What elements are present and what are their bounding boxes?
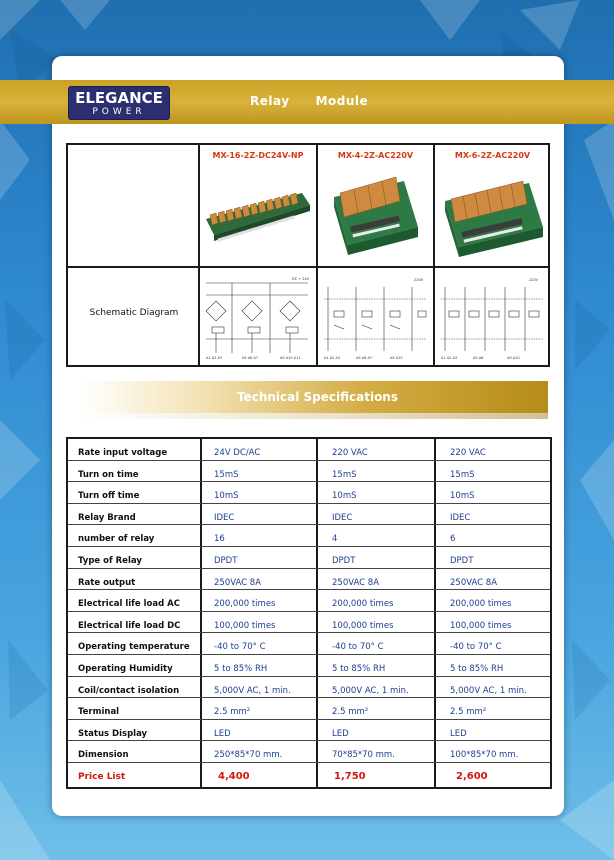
spec-label: Operating Humidity <box>78 664 173 674</box>
price-label: Price List <box>78 772 126 782</box>
spec-row <box>68 741 550 763</box>
spec-row <box>68 504 550 526</box>
spec-row <box>68 569 550 591</box>
spec-value: DPDT <box>450 556 474 566</box>
schematic-diagram-mx16 <box>202 273 312 361</box>
spec-row <box>68 655 550 677</box>
spec-row <box>68 698 550 720</box>
column-divider <box>316 145 318 365</box>
spec-value: 16 <box>214 534 225 545</box>
spec-value: 2.5 mm² <box>450 707 487 718</box>
column-divider <box>198 145 200 365</box>
spec-value: 10mS <box>332 491 357 502</box>
spec-label: Electrical life load AC <box>78 599 180 610</box>
spec-label: Type of Relay <box>78 556 142 566</box>
model-name-1: MX-16-2Z-DC24V-NP <box>212 151 304 160</box>
model-name-3: MX-6-2Z-AC220V <box>454 151 531 160</box>
spec-value: 15mS <box>332 469 357 480</box>
svg-text:DC + 24V: DC + 24V <box>292 277 310 281</box>
spec-value: 2.5 mm² <box>332 707 369 718</box>
spec-label: number of relay <box>78 534 155 545</box>
spec-value: -40 to 70° C <box>450 642 502 653</box>
spec-value: 24V DC/AC <box>214 448 261 458</box>
column-divider <box>433 145 435 365</box>
spec-value: 100,000 times <box>214 620 276 631</box>
spec-row <box>68 677 550 699</box>
product-photo-mx16 <box>202 175 312 245</box>
svg-text:A9 A10: A9 A10 <box>390 356 403 360</box>
spec-value: 100,000 times <box>450 620 512 631</box>
spec-value: 250VAC 8A <box>214 577 262 588</box>
spec-value: 5 to 85% RH <box>332 664 386 674</box>
spec-value: 10mS <box>214 491 239 502</box>
spec-value: LED <box>332 728 349 739</box>
spec-row <box>68 633 550 655</box>
spec-value: 5 to 85% RH <box>450 664 504 674</box>
svg-text:A5 A6 A7: A5 A6 A7 <box>356 356 373 360</box>
svg-text:A9 A10 A11: A9 A10 A11 <box>280 356 301 360</box>
spec-section-title: Technical Specifications <box>236 390 398 404</box>
spec-label: Relay Brand <box>78 512 136 523</box>
schematic-diagram-mx6 <box>437 273 548 361</box>
schematic-row-label: Schematic Diagram <box>89 308 179 318</box>
svg-text:A5 A6: A5 A6 <box>473 356 484 360</box>
svg-text:A1 A2 A3: A1 A2 A3 <box>441 356 458 360</box>
price-row <box>68 763 550 785</box>
spec-row <box>68 482 550 504</box>
spec-value: 15mS <box>214 469 239 480</box>
spec-label: Rate input voltage <box>78 448 168 458</box>
spec-row <box>68 590 550 612</box>
spec-value: 4 <box>332 534 338 545</box>
spec-label: Terminal <box>78 707 120 718</box>
spec-row <box>68 612 550 634</box>
spec-value: 5,000V AC, 1 min. <box>332 685 409 696</box>
spec-row <box>68 439 550 461</box>
spec-value: 100*85*70 mm. <box>450 750 519 761</box>
schematic-diagram-mx4 <box>320 273 431 361</box>
brand-logo <box>68 86 170 120</box>
product-table <box>66 143 550 367</box>
spec-label: Electrical life load DC <box>78 620 181 631</box>
spec-value: LED <box>214 728 231 739</box>
spec-row <box>68 720 550 742</box>
spec-value: LED <box>450 728 467 739</box>
spec-value: 200,000 times <box>450 599 512 610</box>
spec-value: 70*85*70 mm. <box>332 750 395 761</box>
spec-value: 200,000 times <box>214 599 276 610</box>
spec-label: Status Display <box>78 728 148 739</box>
spec-table <box>66 437 552 789</box>
spec-label: Rate output <box>78 577 136 588</box>
brand-subname: POWER <box>92 107 146 117</box>
spec-value: 2.5 mm² <box>214 707 251 718</box>
product-photo-mx6 <box>437 169 549 259</box>
spec-row <box>68 461 550 483</box>
spec-value: IDEC <box>332 512 353 523</box>
spec-section-banner-shadow <box>82 413 548 419</box>
price-value: 4,400 <box>218 771 250 782</box>
svg-text:A1 A2 A3: A1 A2 A3 <box>324 356 341 360</box>
spec-value: IDEC <box>214 512 235 523</box>
model-name-2: MX-4-2Z-AC220V <box>337 151 414 160</box>
spec-label: Turn off time <box>78 491 140 502</box>
product-photo-mx4 <box>320 167 430 259</box>
spec-value: DPDT <box>214 556 238 566</box>
spec-value: 5,000V AC, 1 min. <box>214 685 291 696</box>
price-value: 1,750 <box>334 771 366 782</box>
price-value: 2,600 <box>456 771 488 782</box>
spec-row <box>68 525 550 547</box>
spec-value: 5 to 85% RH <box>214 664 268 674</box>
spec-label: Dimension <box>78 750 129 761</box>
spec-value: 250*85*70 mm. <box>214 750 283 761</box>
spec-value: -40 to 70° C <box>214 642 266 653</box>
spec-label: Operating temperature <box>78 642 190 653</box>
page-title: Relay Module <box>250 94 369 108</box>
spec-label: Turn on time <box>78 469 139 480</box>
spec-value: 250VAC 8A <box>332 577 380 588</box>
spec-value: 250VAC 8A <box>450 577 498 588</box>
brand-name: ELEGANCE <box>75 89 163 107</box>
svg-text:220V: 220V <box>529 278 539 282</box>
spec-value: 100,000 times <box>332 620 394 631</box>
row-divider <box>68 266 548 268</box>
spec-value: 5,000V AC, 1 min. <box>450 685 527 696</box>
svg-text:A5 A6 A7: A5 A6 A7 <box>242 356 259 360</box>
svg-text:220V: 220V <box>414 278 424 282</box>
spec-value: 220 VAC <box>332 448 368 458</box>
spec-value: IDEC <box>450 512 471 523</box>
spec-value: 220 VAC <box>450 448 486 458</box>
svg-text:A9 A10: A9 A10 <box>507 356 520 360</box>
spec-row <box>68 547 550 569</box>
spec-value: 15mS <box>450 469 475 480</box>
spec-label: Coil/contact isolation <box>78 685 180 696</box>
spec-value: DPDT <box>332 556 356 566</box>
spec-value: 6 <box>450 534 456 545</box>
spec-value: -40 to 70° C <box>332 642 384 653</box>
spec-value: 200,000 times <box>332 599 394 610</box>
spec-value: 10mS <box>450 491 475 502</box>
svg-text:A1 A2 A3: A1 A2 A3 <box>206 356 223 360</box>
